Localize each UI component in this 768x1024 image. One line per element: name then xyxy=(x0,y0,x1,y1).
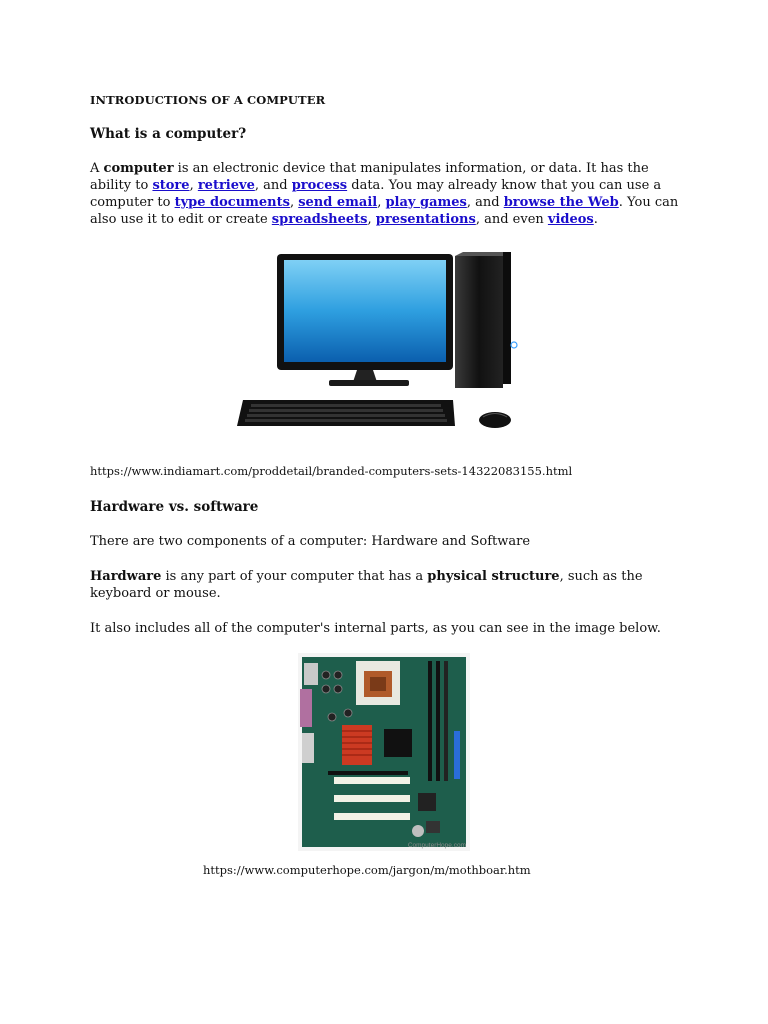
source-url-computer[interactable]: https://www.indiamart.com/proddetail/branded-computers-sets-14322083155.html xyxy=(90,464,573,478)
link-store[interactable]: store xyxy=(152,178,190,193)
components-paragraph: There are two components of a computer: Hardware and Software xyxy=(90,534,531,549)
source-url-motherboard[interactable]: https://www.computerhope.com/jargon/m/mothboar.htm xyxy=(203,863,531,877)
link-browse-the-web[interactable]: browse the Web xyxy=(503,195,619,210)
link-process[interactable]: process xyxy=(291,178,348,193)
link-send-email[interactable]: send email xyxy=(298,195,378,210)
link-spreadsheets[interactable]: spreadsheets xyxy=(271,212,368,227)
link-retrieve[interactable]: retrieve xyxy=(197,178,255,193)
term-hardware: Hardware xyxy=(90,569,162,584)
term-physical-structure: physical structure xyxy=(427,569,560,584)
hardware-paragraph: Hardware is any part of your computer that has a physical structure, such as the keyboard or mouse. xyxy=(90,569,643,601)
internal-parts-paragraph: It also includes all of the computer's internal parts, as you can see in the image below. xyxy=(90,621,661,636)
term-computer: computer xyxy=(103,161,174,176)
link-videos[interactable]: videos xyxy=(547,212,594,227)
link-play-games[interactable]: play games xyxy=(385,195,467,210)
document-title: INTRODUCTIONS OF A COMPUTER xyxy=(90,93,326,107)
section-heading-hardware-vs-software: Hardware vs. software xyxy=(90,499,259,515)
intro-paragraph: A computer is an electronic device that manipulates information, or data. It has the ability to store, retrieve, and process data. You may already know that you can use a computer to type documents, send email, play games, and browse the Web. You can also use it to edit or create spreadsheets, presentations, and even videos. xyxy=(90,161,679,227)
desktop-computer-image xyxy=(233,250,543,440)
link-presentations[interactable]: presentations xyxy=(375,212,476,227)
link-type-documents[interactable]: type documents xyxy=(174,195,290,210)
motherboard-image xyxy=(298,653,470,851)
image-watermark: ComputerHope.com xyxy=(407,842,466,849)
section-heading-what-is-computer: What is a computer? xyxy=(90,126,247,142)
